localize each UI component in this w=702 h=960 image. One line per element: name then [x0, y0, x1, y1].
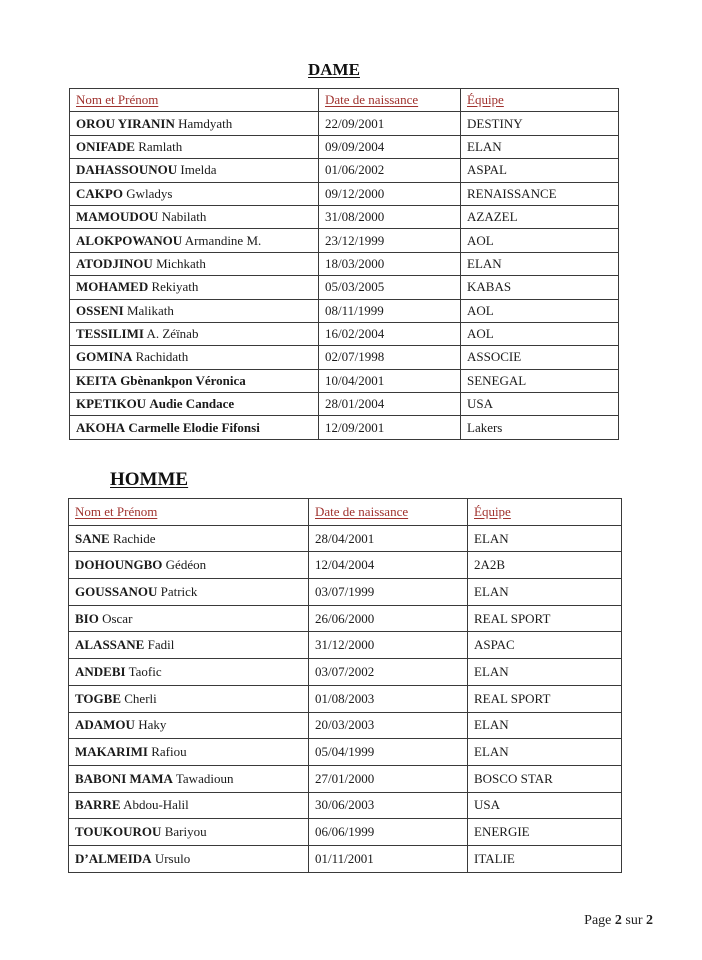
table-row [70, 299, 619, 322]
table-row [69, 579, 622, 606]
given-name: Michkath [156, 255, 206, 271]
given-name: A. Zéïnab [146, 326, 199, 342]
given-name: Ursulo [154, 850, 191, 866]
birthdate-cell: 28/04/2001 [309, 525, 468, 552]
surname: ATODJINOU [76, 255, 153, 271]
surname: SANE [75, 530, 110, 546]
footer-page: 2 [614, 913, 622, 928]
player-name-cell [70, 135, 319, 158]
team-cell: ELAN [468, 579, 622, 606]
birthdate-cell: 01/06/2002 [319, 159, 461, 182]
birthdate-cell: 28/01/2004 [319, 393, 461, 416]
team-cell: REAL SPORT [468, 605, 622, 632]
given-name: Rafiou [151, 744, 187, 760]
player-name-cell [69, 632, 309, 659]
birthdate-cell: 06/06/1999 [309, 819, 468, 846]
table-row [70, 159, 619, 182]
surname: MAKARIMI [75, 744, 148, 760]
team-cell: ITALIE [468, 845, 622, 872]
surname: D’ALMEIDA [75, 850, 152, 866]
table-row [70, 229, 619, 252]
table-row [69, 659, 622, 686]
player-name-cell [69, 579, 309, 606]
given-name: Patrick [160, 583, 198, 599]
given-name: Armandine M. [184, 232, 262, 248]
birthdate-cell: 08/11/1999 [319, 299, 461, 322]
player-name-cell [69, 819, 309, 846]
birthdate-cell: 22/09/2001 [319, 112, 461, 135]
surname: BIO [75, 610, 99, 626]
team-cell: ELAN [468, 712, 622, 739]
given-name: Gédéon [165, 557, 207, 573]
table-row [70, 112, 619, 135]
birthdate-cell: 02/07/1998 [319, 346, 461, 369]
given-name: Nabilath [161, 209, 207, 225]
table-row [70, 416, 619, 439]
table-row [70, 322, 619, 345]
birthdate-cell: 05/03/2005 [319, 276, 461, 299]
birthdate-cell: 05/04/1999 [309, 739, 468, 766]
birthdate-cell: 01/08/2003 [309, 685, 468, 712]
given-name: Tawadioun [175, 770, 234, 786]
table-row [69, 765, 622, 792]
player-name-cell [70, 276, 319, 299]
birthdate-cell: 16/02/2004 [319, 322, 461, 345]
team-cell: ASSOCIE [461, 346, 619, 369]
table-row [69, 792, 622, 819]
surname: ALOKPOWANOU [76, 232, 183, 248]
surname: TESSILIMI [76, 326, 144, 342]
table-row [70, 276, 619, 299]
table-row [70, 135, 619, 158]
team-cell: REAL SPORT [468, 685, 622, 712]
birthdate-cell: 12/04/2004 [309, 552, 468, 579]
table-row [69, 819, 622, 846]
team-cell: AOL [461, 229, 619, 252]
player-name-cell [70, 369, 319, 392]
footer-prefix: Page [584, 913, 612, 928]
surname: ONIFADE [76, 138, 135, 154]
team-cell: KABAS [461, 276, 619, 299]
birthdate-cell: 18/03/2000 [319, 252, 461, 275]
team-cell: RENAISSANCE [461, 182, 619, 205]
surname: OSSENI [76, 302, 124, 318]
team-cell: BOSCO STAR [468, 765, 622, 792]
surname: TOUKOUROU [75, 824, 162, 840]
homme-section-title: HOMME [110, 469, 189, 490]
surname: KEITA [76, 372, 117, 388]
homme-roster-table [68, 498, 622, 873]
surname: MAMOUDOU [76, 209, 159, 225]
team-cell: USA [461, 393, 619, 416]
team-cell: ELAN [468, 525, 622, 552]
player-name-cell [70, 205, 319, 228]
surname: MOHAMED [76, 279, 149, 295]
given-name: Haky [138, 717, 167, 733]
surname: ADAMOU [75, 717, 135, 733]
team-cell: USA [468, 792, 622, 819]
player-name-cell [69, 792, 309, 819]
player-name-cell [69, 605, 309, 632]
given-name: Imelda [180, 162, 217, 178]
birthdate-cell: 26/06/2000 [309, 605, 468, 632]
surname: GOMINA [76, 349, 133, 365]
team-cell: ASPAL [461, 159, 619, 182]
dame-section-title: DAME [308, 60, 360, 79]
birthdate-cell: 09/09/2004 [319, 135, 461, 158]
table-row [69, 685, 622, 712]
table-row [70, 369, 619, 392]
player-name-cell [69, 659, 309, 686]
given-name: Audie Candace [149, 396, 235, 412]
birthdate-cell: 01/11/2001 [309, 845, 468, 872]
player-name-cell [70, 112, 319, 135]
given-name: Gwladys [126, 185, 173, 201]
player-name-cell [70, 416, 319, 439]
surname: KPETIKOU [76, 396, 147, 412]
player-name-cell [69, 525, 309, 552]
player-name-cell [70, 346, 319, 369]
page-number-footer [584, 913, 653, 929]
player-name-cell [70, 159, 319, 182]
footer-total: 2 [646, 913, 653, 928]
player-name-cell [70, 229, 319, 252]
footer-separator: sur [625, 913, 643, 928]
given-name: Oscar [102, 610, 133, 626]
birthdate-cell: 31/08/2000 [319, 205, 461, 228]
surname: ANDEBI [75, 663, 126, 679]
given-name: Bariyou [164, 824, 207, 840]
header-team: Équipe [461, 89, 619, 112]
birthdate-cell: 20/03/2003 [309, 712, 468, 739]
table-row [69, 552, 622, 579]
birthdate-cell: 30/06/2003 [309, 792, 468, 819]
player-name-cell [69, 685, 309, 712]
birthdate-cell: 27/01/2000 [309, 765, 468, 792]
table-row [70, 205, 619, 228]
surname: BARRE [75, 797, 121, 813]
table-row [69, 605, 622, 632]
surname: CAKPO [76, 185, 123, 201]
player-name-cell [69, 765, 309, 792]
header-name: Nom et Prénom [70, 89, 319, 112]
given-name: Ramlath [138, 138, 183, 154]
birthdate-cell: 09/12/2000 [319, 182, 461, 205]
birthdate-cell: 31/12/2000 [309, 632, 468, 659]
given-name: Hamdyath [178, 115, 233, 131]
table-row [69, 525, 622, 552]
team-cell: ELAN [468, 659, 622, 686]
team-cell: ELAN [468, 739, 622, 766]
team-cell: AZAZEL [461, 205, 619, 228]
header-team: Équipe [468, 499, 622, 526]
team-cell: ELAN [461, 252, 619, 275]
team-cell: AOL [461, 299, 619, 322]
given-name: Fadil [147, 637, 175, 653]
team-cell: 2A2B [468, 552, 622, 579]
player-name-cell [70, 322, 319, 345]
table-row [69, 632, 622, 659]
header-birthdate: Date de naissance [309, 499, 468, 526]
table-header-row [70, 89, 619, 112]
given-name: Taofic [128, 663, 162, 679]
player-name-cell [69, 845, 309, 872]
birthdate-cell: 03/07/1999 [309, 579, 468, 606]
player-name-cell [70, 252, 319, 275]
birthdate-cell: 10/04/2001 [319, 369, 461, 392]
player-name-cell [70, 182, 319, 205]
given-name: Cherli [124, 690, 157, 706]
player-name-cell [69, 552, 309, 579]
team-cell: SENEGAL [461, 369, 619, 392]
table-header-row [69, 499, 622, 526]
surname: BABONI MAMA [75, 770, 173, 786]
table-row [70, 346, 619, 369]
surname: AKOHA [76, 419, 126, 435]
given-name: Malikath [126, 302, 174, 318]
dame-roster-table [69, 88, 619, 440]
birthdate-cell: 12/09/2001 [319, 416, 461, 439]
birthdate-cell: 03/07/2002 [309, 659, 468, 686]
table-row [69, 739, 622, 766]
surname: TOGBE [75, 690, 122, 706]
surname: OROU YIRANIN [76, 115, 175, 131]
surname: DOHOUNGBO [75, 557, 163, 573]
player-name-cell [70, 299, 319, 322]
team-cell: ENERGIE [468, 819, 622, 846]
birthdate-cell: 23/12/1999 [319, 229, 461, 252]
surname: ALASSANE [75, 637, 145, 653]
surname: GOUSSANOU [75, 583, 158, 599]
team-cell: ELAN [461, 135, 619, 158]
table-row [70, 393, 619, 416]
team-cell: Lakers [461, 416, 619, 439]
given-name: Rekiyath [151, 279, 199, 295]
given-name: Gbènankpon Véronica [120, 372, 246, 388]
header-birthdate: Date de naissance [319, 89, 461, 112]
surname: DAHASSOUNOU [76, 162, 178, 178]
team-cell: DESTINY [461, 112, 619, 135]
player-name-cell [69, 739, 309, 766]
player-name-cell [70, 393, 319, 416]
given-name: Rachide [112, 530, 156, 546]
header-name: Nom et Prénom [69, 499, 309, 526]
given-name: Abdou-Halil [123, 797, 189, 813]
given-name: Carmelle Elodie Fifonsi [128, 419, 260, 435]
table-row [69, 845, 622, 872]
table-row [70, 182, 619, 205]
player-name-cell [69, 712, 309, 739]
table-row [70, 252, 619, 275]
team-cell: ASPAC [468, 632, 622, 659]
team-cell: AOL [461, 322, 619, 345]
given-name: Rachidath [135, 349, 189, 365]
table-row [69, 712, 622, 739]
